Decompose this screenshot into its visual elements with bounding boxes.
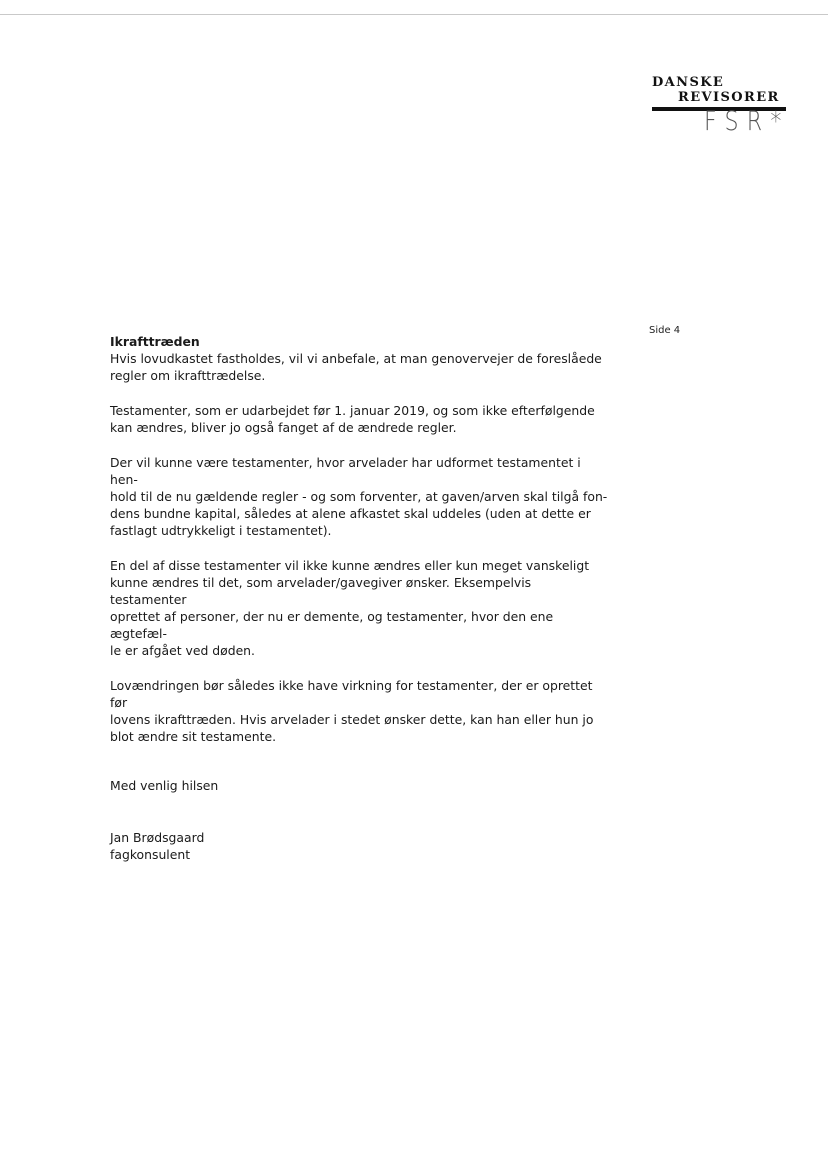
logo-line-2: REVISORER [678, 90, 780, 105]
logo-line-1: DANSKE [652, 75, 725, 90]
closing-greeting: Med venlig hilsen [110, 778, 219, 793]
paragraph-5: Lovændringen bør således ikke have virkning for testamenter, der er oprettet før lovens ikrafttræden. Hvis arvelader i stedet ønsker dette, kan han eller hun jo blot ændre sit testamente. [110, 678, 594, 744]
paragraph-3: Der vil kunne være testamenter, hvor arvelader har udformet testamentet i hen- hold til de nu gældende regler - og som forventer, at gaven/arven skal tilgå fon- dens bundne kapital, således at alene afkastet skal uddeles (uden at dette er fastlagt udtrykkeligt i testamentet). [110, 455, 608, 538]
danske-revisorer-logo [640, 70, 790, 140]
logo-fsr-mark: FSR* [704, 106, 790, 137]
paragraph-1: Hvis lovudkastet fastholdes, vil vi anbefale, at man genovervejer de foreslåede regler om ikrafttrædelse. [110, 351, 602, 383]
page-number: Side 4 [649, 325, 681, 336]
page-top-edge [0, 14, 828, 15]
letter-body [110, 333, 610, 863]
signature-name: Jan Brødsgaard [110, 830, 205, 845]
paragraph-2: Testamenter, som er udarbejdet før 1. januar 2019, og som ikke efterfølgende kan ændres, bliver jo også fanget af de ændrede regler. [110, 403, 595, 435]
section-heading: Ikrafttræden [110, 334, 200, 349]
signature-title: fagkonsulent [110, 847, 191, 862]
paragraph-4: En del af disse testamenter vil ikke kunne ændres eller kun meget vanskeligt kunne ændres til det, som arvelader/gavegiver ønsker. Eksempelvis testamenter oprettet af personer, der nu er demente, og testamenter, hvor den ene ægtefæl- le er afgået ved døden. [110, 558, 590, 658]
